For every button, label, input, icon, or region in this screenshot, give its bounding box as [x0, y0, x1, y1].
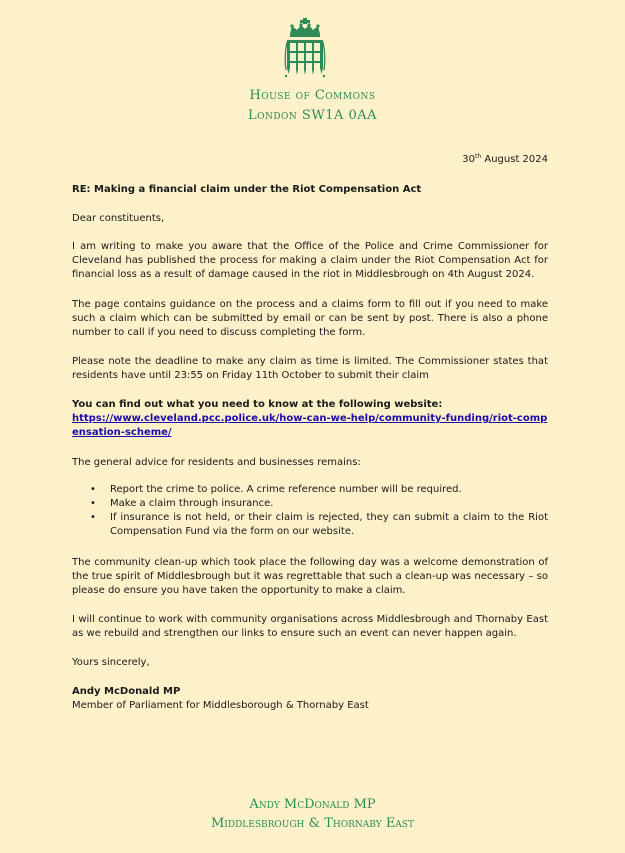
footer-constituency: Middlesbrough & Thornaby East — [211, 816, 414, 831]
paragraph-5: I will continue to work with community organisations across Middlesbrough and Thornaby East as we rebuild and strengthen our links to ensure such an event can never happen again. — [72, 614, 548, 639]
paragraph-2: The page contains guidance on the process and a claims form to fill out if you need to make such a claim which can be submitted by email or can be sent by post. There is also a phone number to call if you need to discuss completing the form. — [72, 299, 548, 338]
website-link-wrap — [72, 412, 548, 440]
letter-subject: RE: Making a financial claim under the Riot Compensation Act — [72, 184, 422, 195]
advice-list — [72, 483, 548, 539]
list-item: • Report the crime to police. A crime reference number will be required. — [110, 483, 548, 497]
letterhead-house: House of Commons — [249, 88, 376, 103]
signature-name: Andy McDonald MP — [72, 686, 181, 697]
list-item: • If insurance is not held, or their claim is rejected, they can submit a claim to the Riot Compensation Fund via the form on our website. — [110, 511, 548, 539]
advice-intro: The general advice for residents and businesses remains: — [72, 457, 361, 468]
paragraph-1: I am writing to make you aware that the Office of the Police and Crime Commissioner for Cleveland has published the process for making a claim under the Riot Compensation Act for financial loss as a result of damage caused in the riot in Middlesbrough on 4th August 2024. — [72, 241, 548, 280]
list-item: • Make a claim through insurance. — [110, 497, 548, 511]
letterhead-address: London SW1A 0AA — [247, 108, 378, 123]
paragraph-4: The community clean-up which took place the following day was a welcome demonstration of the true spirit of Middlesbrough but it was regrettable that such a clean-up was necessary – so please do ensure you have taken the opportunity to make a claim. — [72, 557, 548, 596]
signoff: Yours sincerely, — [72, 657, 150, 668]
portcullis-crest-icon — [284, 18, 326, 82]
riot-compensation-link[interactable]: https://www.cleveland.pcc.police.uk/how-can-we-help/community-funding/riot-compensation-scheme/ — [72, 413, 548, 438]
footer-name: Andy McDonald MP — [249, 797, 376, 812]
paragraph-3: Please note the deadline to make any claim as time is limited. The Commissioner states that residents have until 23:55 on Friday 11th October to submit their claim — [72, 356, 548, 381]
salutation: Dear constituents, — [72, 213, 165, 224]
signature-role: Member of Parliament for Middlesborough & Thornaby East — [72, 700, 369, 711]
letter-date: 30th August 2024 — [462, 153, 548, 165]
website-intro: You can find out what you need to know at the following website: — [72, 399, 443, 410]
